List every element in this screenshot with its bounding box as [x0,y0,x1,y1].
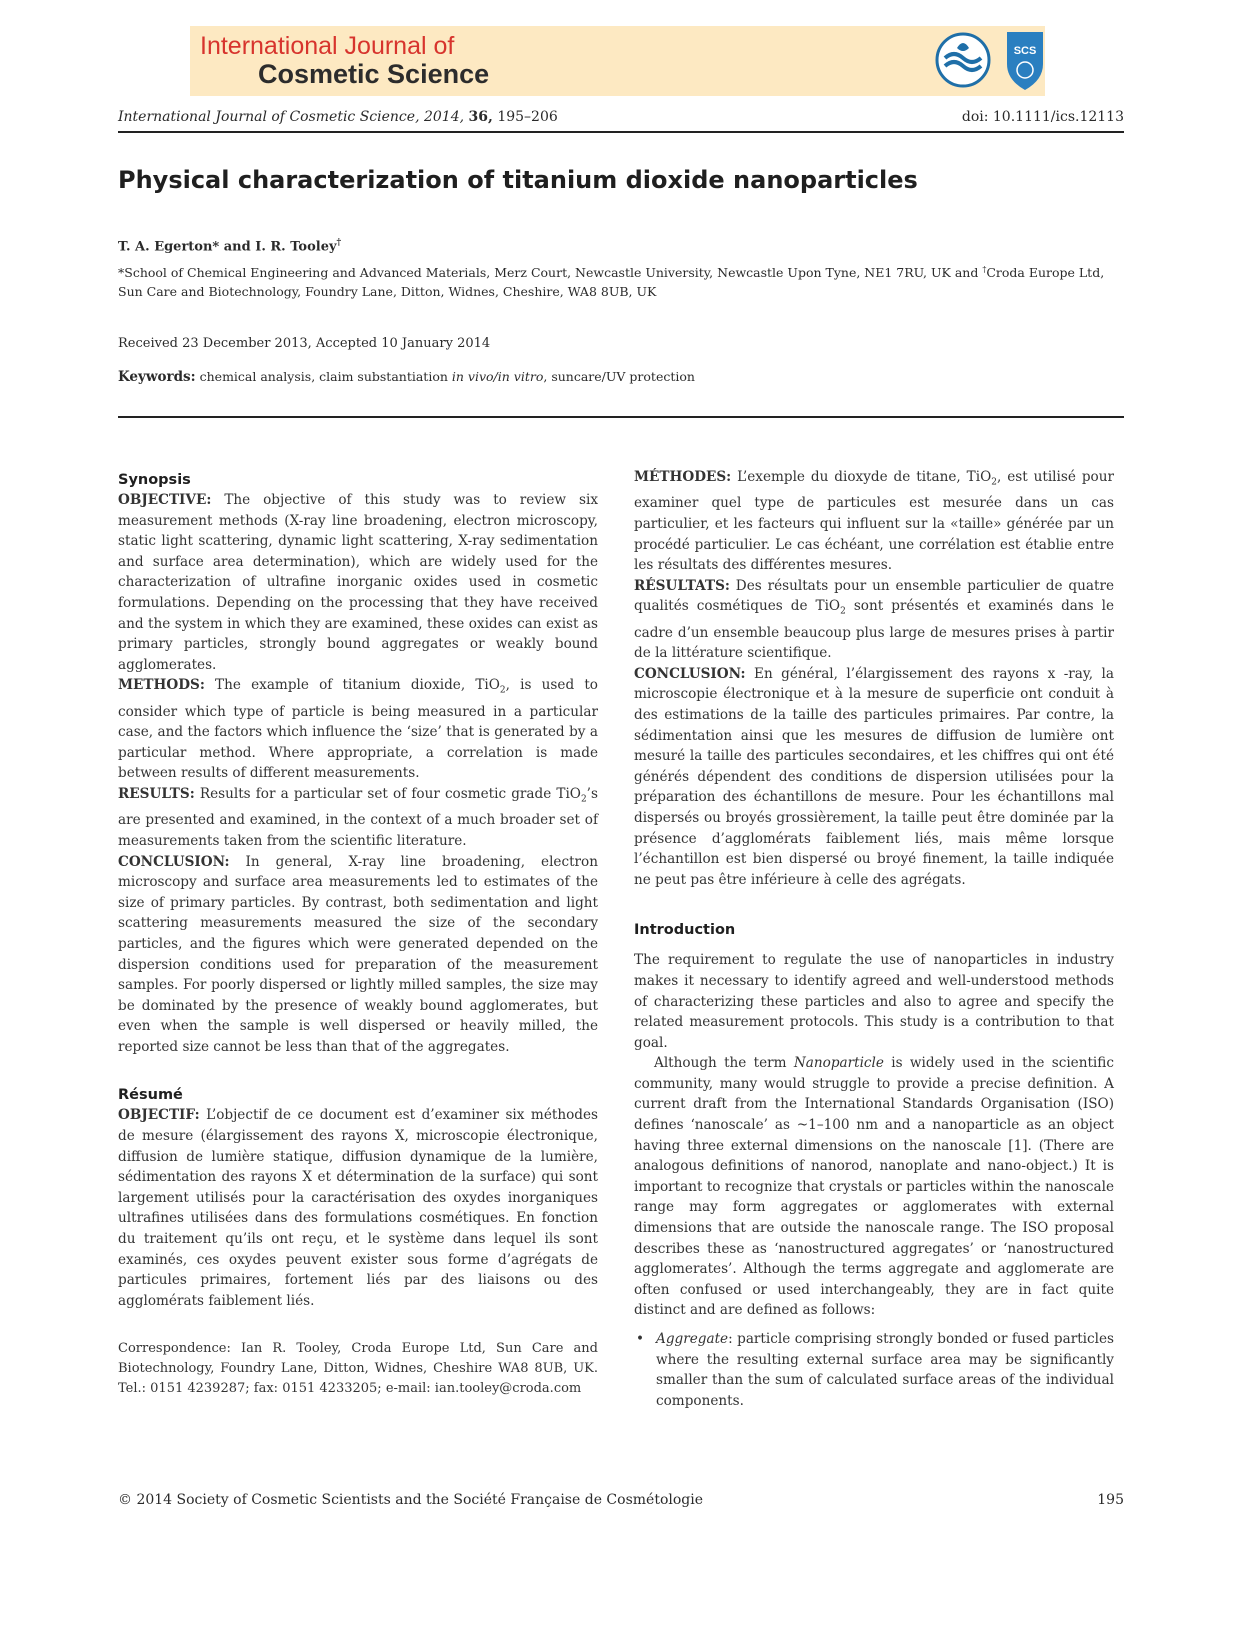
citation-journal: International Journal of Cosmetic Science [118,109,416,125]
introduction-paragraph-2: Although the term Nanoparticle is widely used in the scientific community, many would struggle to provide a precise definition. A current draft from the International Standards Organisation (ISO) defines ‘nanoscale’ as ~1–100 nm and a nanoparticle as an object having three external dimensions on the nanoscale [1]. (There are analogous definitions of nanorod, nanoplate and nano-object.) It is important to recognize that crystals or particles within the nanoscale range may form aggregates or agglomerates with external dimensions that are outside the nanoscale range. The ISO proposal describes these as ‘nanostructured aggregates’ or ‘nanostructured agglomerates’. Although the terms aggregate and agglomerate are often confused or used interchangeably, they are in fact quite distinct and are defined as follows: [634,1055,1114,1319]
synopsis-conclusion: CONCLUSION: In general, X-ray line broadening, electron microscopy and surface area measurements led to estimates of the size of primary particles. By contrast, both sedimentation and light scattering measurements measured the size of the secondary particles, and the figures which were generated depended on the dispersion conditions used for preparation of the measurement samples. For poorly dispersed or lightly milled samples, the size may be dominated by the presence of weakly bound agglomerates, but even when the sample is well dispersed or heavily milled, the reported size cannot be less than that of the aggregates. [118,853,598,1055]
keywords: Keywords: chemical analysis, claim substantiation in vivo/in vitro, suncare/UV protection [118,369,695,385]
introduction-heading: Introduction [634,922,736,939]
synopsis-results: RESULTS: Results for a particular set of four cosmetic grade TiO$_2$’s are presented and examined, in the context of a much broader set of measurements taken from the scientific literature. [118,786,598,849]
wave-logo-icon [935,32,991,88]
journal-name-line2: Cosmetic Science [258,59,490,89]
citation-year: 2014, [423,109,465,125]
correspondence: Correspondence: Ian R. Tooley, Croda Europe Ltd, Sun Care and Biotechnology, Foundry Lane, Ditton, Widnes, Cheshire WA8 8UB, UK. Tel.: 0151 4239287; fax: 0151 4233205; e-mail: ian.tooley@croda.com [118,1341,598,1397]
synopsis-methods: METHODS: The example of titanium dioxide, TiO$_2$, is used to consider which type of particle is being measured in a particular case, and the factors which influence the ‘size’ that is generated by a particular method. Where appropriate, a correlation is made between results of different measurements. [118,677,598,782]
citation-pages: 195–206 [497,109,558,125]
resume-heading: Résumé [118,1087,183,1104]
running-head [118,109,1124,133]
citation-volume: 36, [468,109,493,125]
resume-methodes: MÉTHODES: L’exemple du dioxyde de titane, TiO$_2$, est utilisé pour examiner quel type de particules est mesurée dans un cas particulier, et les facteurs qui influent sur la «taille» générée par un procédé particulier. Le cas échéant, une corrélation est établie entre les résultats des différentes mesures. [634,469,1114,574]
page-number: 195 [1097,1492,1124,1508]
synopsis-objective: OBJECTIVE: The objective of this study was to review six measurement methods (X-ray line broadening, electron microscopy, static light scattering, dynamic light scattering, X-ray sedimentation and surface area determination), which are widely used for the characterization of ultrafine inorganic oxides used in cosmetic formulations. Depending on the processing that they have received and the system in which they are examined, these oxides can exist as primary particles, strongly bound aggregates or weakly bound agglomerates. [118,492,598,673]
resume-conclusion: CONCLUSION: En général, l’élargissement des rayons x -ray, la microscopie électronique et à la mesure de superficie ont conduit à des estimations de la taille des particules primaires. Par contre, la sédimentation ainsi que les mesures de diffusion de lumière ont mesuré la taille des particules secondaires, et les chiffres qui ont été générés dépendent des conditions de dispersion utilisées pour la préparation des échantillons de mesure. Pour les échantillons mal dispersés ou broyés grossièrement, la taille peut être dominée par la présence d’agglomérats faiblement liés, mais même lorsque l’échantillon est bien dispersé ou broyé finement, la taille indiquée ne peut pas être inférieure à celle des agrégats. [634,665,1114,888]
seal-text: SCS [1013,45,1037,57]
scs-shield-logo-icon [1005,30,1045,92]
bullet-aggregate: • Aggregate: particle comprising strongly bonded or fused particles where the resulting external surface area may be significantly smaller than the sum of calculated surface areas of the individual components. [634,1329,1114,1411]
journal-banner [190,26,1045,96]
authors: T. A. Egerton* and I. R. Tooley† [118,238,342,255]
left-column [118,470,598,1399]
journal-name-line1: International Journal of [200,32,455,60]
synopsis-heading: Synopsis [118,472,191,488]
received-date: Received 23 December 2013, Accepted 10 January 2014 [118,336,491,351]
copyright: © 2014 Society of Cosmetic Scientists and the Société Française de Cosmétologie [118,1492,703,1508]
introduction-paragraph-1: The requirement to regulate the use of nanoparticles in industry makes it necessary to identify agreed and well-understood methods of characterizing these particles and also to agree and specify the related measurement protocols. This study is a contribution to that goal. [634,952,1114,1051]
resume-resultats: RÉSULTATS: Des résultats pour un ensemble particulier de quatre qualités cosmétiques de TiO$_2$ sont présentés et examinés dans le cadre d’un ensemble beaucoup plus large de mesures prises à partir de la littérature scientifique. [634,577,1115,662]
right-column [634,467,1114,1411]
citation: International Journal of Cosmetic Science, 2014, 36, 195–206 [118,109,558,125]
article-title: Physical characterization of titanium dioxide nanoparticles [118,166,918,194]
doi: doi: 10.1111/ics.12113 [961,109,1124,125]
resume-objectif: OBJECTIF: L’objectif de ce document est d’examiner six méthodes de mesure (élargissement des rayons X, microscopie électronique, diffusion de lumière statique, diffusion dynamique de la lumière, sédimentation des rayons X et détermination de la surface) qui sont largement utilisés pour la caractérisation des oxydes inorganiques ultrafines utilisées dans des formulations cosmétiques. En fonction du traitement qu’ils ont reçu, et le système dans lequel ils sont examinés, ces oxydes peuvent exister sous forme d’agrégats de particules primaires, fortement liés par des liaisons ou des agglomérats faiblement liés. [118,1107,598,1309]
affiliations: *School of Chemical Engineering and Advanced Materials, Merz Court, Newcastle University, Newcastle Upon Tyne, NE1 7RU, UK and †Croda Europe Ltd, Sun Care and Biotechnology, Foundry Lane, Ditton, Widnes, Cheshire, WA8 8UB, UK [118,265,1105,300]
page-footer [118,1492,1124,1512]
header-rule [118,416,1124,418]
